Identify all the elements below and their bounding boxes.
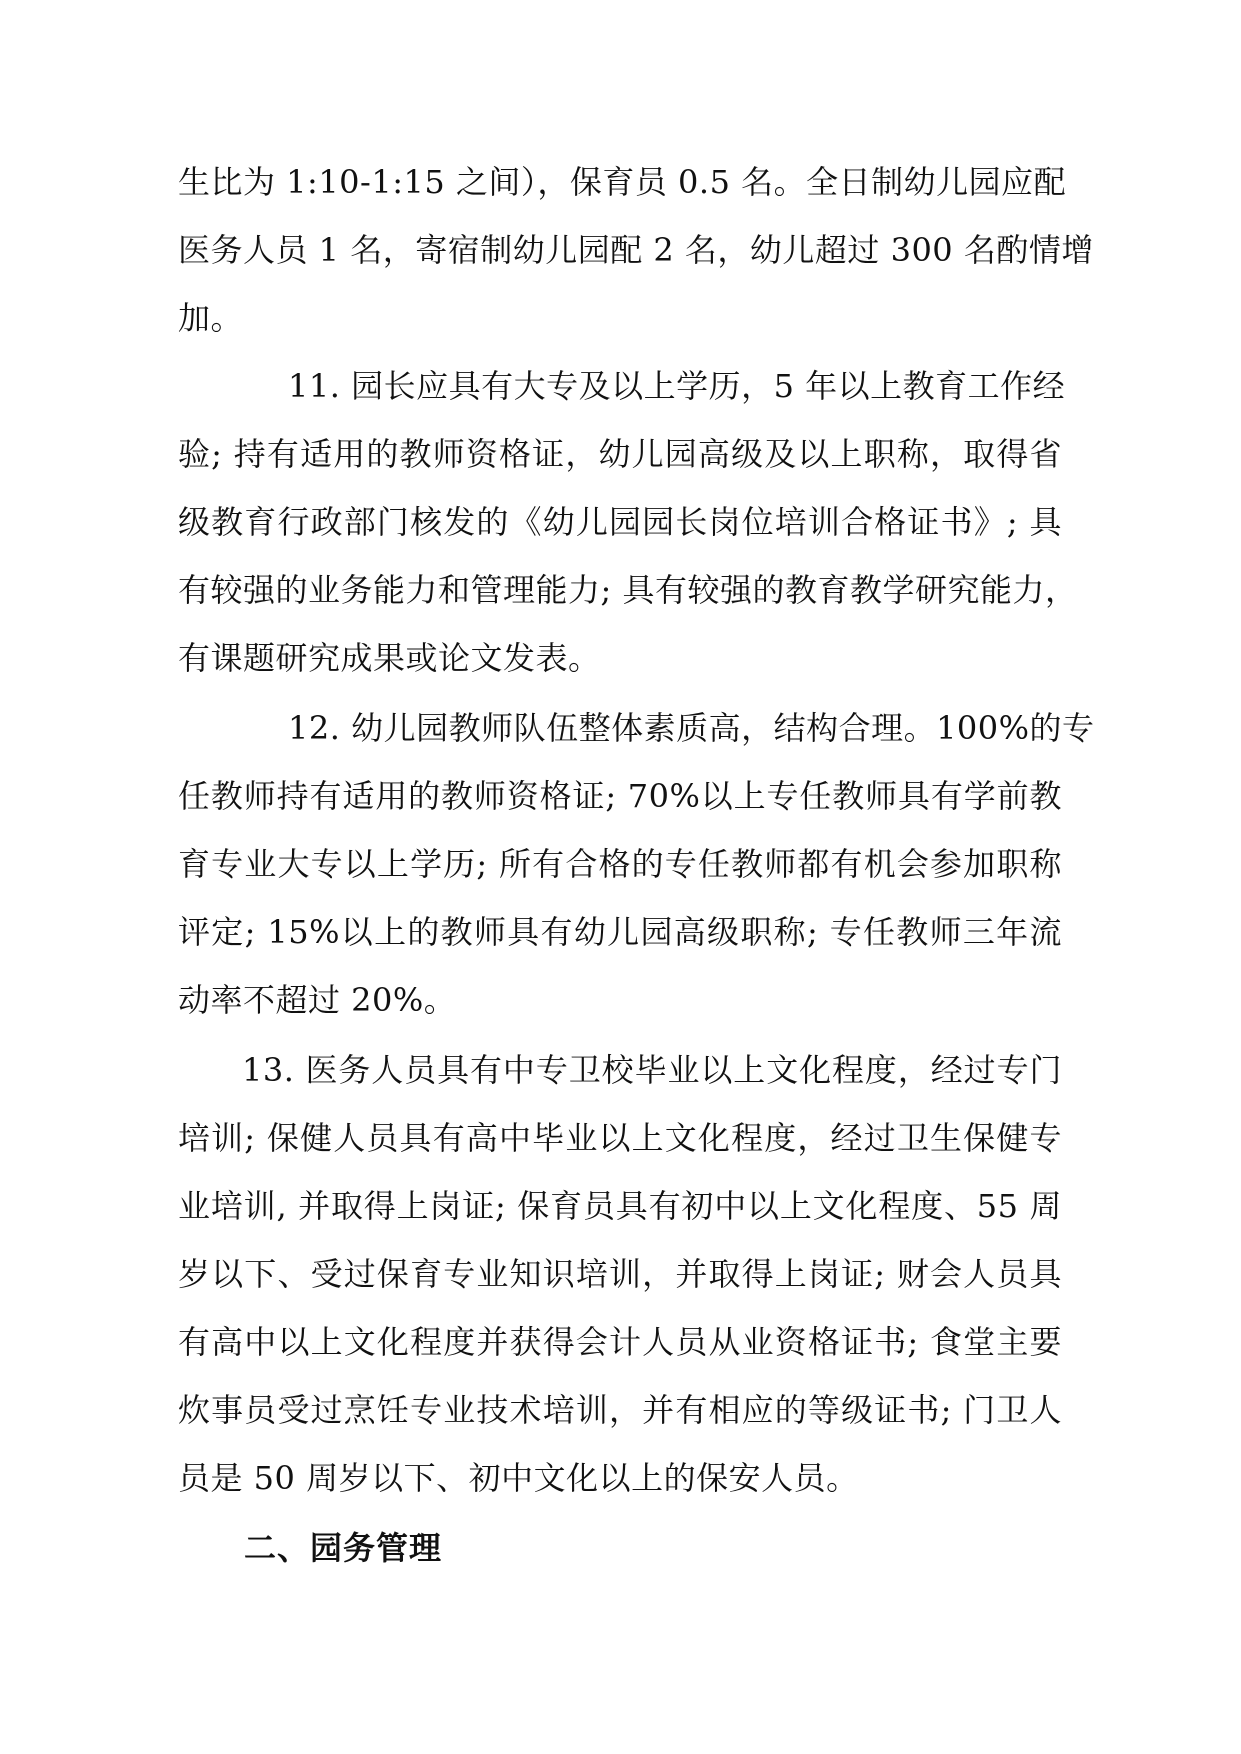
text-line: 加。 [178, 299, 244, 337]
text-line: 培训; 保健人员具有高中毕业以上文化程度，经过卫生保健专 [178, 1119, 1062, 1157]
text-line: 12. 幼儿园教师队伍整体素质高，结构合理。100%的专 [288, 709, 1095, 747]
text-line: 评定; 15%以上的教师具有幼儿园高级职称; 专任教师三年流 [178, 913, 1062, 951]
text-line: 有课题研究成果或论文发表。 [178, 639, 601, 677]
text-line: 有较强的业务能力和管理能力; 具有较强的教育教学研究能力， [178, 571, 1078, 609]
text-line: 任教师持有适用的教师资格证; 70%以上专任教师具有学前教 [178, 777, 1062, 815]
text-line: 岁以下、受过保育专业知识培训，并取得上岗证; 财会人员具 [178, 1255, 1062, 1293]
text-line: 医务人员 1 名，寄宿制幼儿园配 2 名，幼儿超过 300 名酌情增 [178, 231, 1094, 269]
text-line: 13. 医务人员具有中专卫校毕业以上文化程度，经过专门 [242, 1051, 1062, 1089]
text-line: 验; 持有适用的教师资格证，幼儿园高级及以上职称，取得省 [178, 435, 1062, 473]
text-line: 级教育行政部门核发的《幼儿园园长岗位培训合格证书》; 具 [178, 503, 1062, 541]
section-heading: 二、园务管理 [244, 1529, 443, 1567]
text-line: 生比为 1:10-1:15 之间），保育员 0.5 名。全日制幼儿园应配 [178, 163, 1067, 201]
text-line: 11. 园长应具有大专及以上学历，5 年以上教育工作经 [288, 367, 1066, 405]
text-line: 动率不超过 20%。 [178, 981, 457, 1019]
text-line: 炊事员受过烹饪专业技术培训，并有相应的等级证书; 门卫人 [178, 1391, 1062, 1429]
text-line: 育专业大专以上学历; 所有合格的专任教师都有机会参加职称 [178, 845, 1062, 883]
text-line: 业培训, 并取得上岗证; 保育员具有初中以上文化程度、55 周 [178, 1187, 1062, 1225]
text-line: 员是 50 周岁以下、初中文化以上的保安人员。 [178, 1459, 859, 1497]
text-line: 有高中以上文化程度并获得会计人员从业资格证书; 食堂主要 [178, 1323, 1062, 1361]
